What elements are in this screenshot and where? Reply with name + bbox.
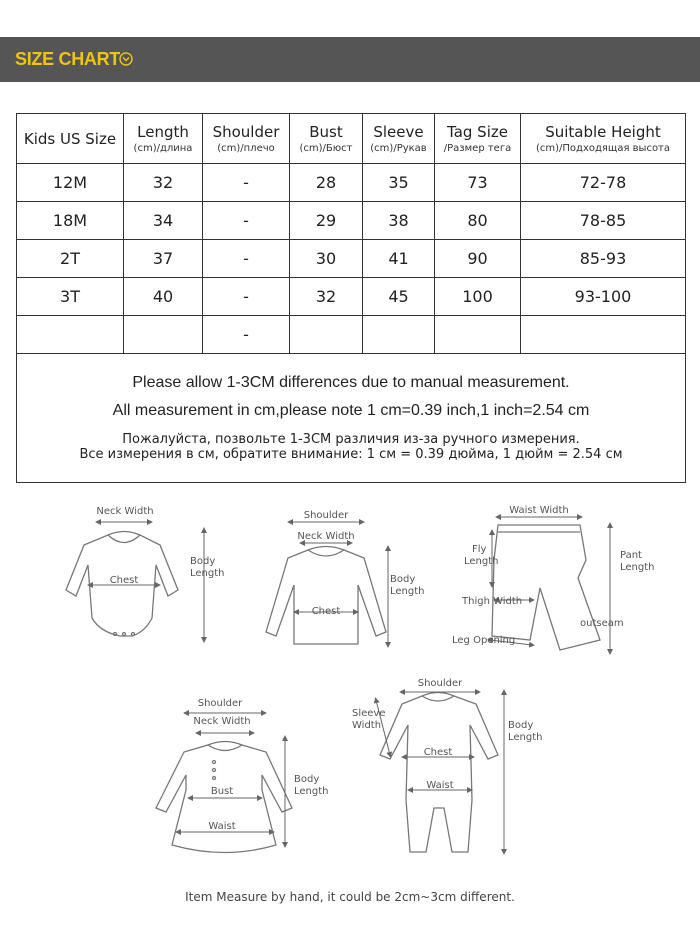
header-length: Length (cm)/длина bbox=[124, 114, 203, 164]
table-cell: 37 bbox=[124, 240, 203, 278]
chevron-circle-down-icon bbox=[119, 52, 133, 66]
pants-leg-opening-label: Leg Opening bbox=[452, 635, 516, 646]
pants-waist-width-label: Waist Width bbox=[509, 505, 569, 516]
table-cell bbox=[521, 316, 686, 354]
note-russian-manual: Пожалуйста, позвольте 1-3CM различия из-за ручного измерения. bbox=[122, 432, 580, 447]
romper-body-label: Body bbox=[508, 720, 534, 731]
pants-illustration bbox=[492, 525, 600, 650]
table-row bbox=[17, 316, 686, 354]
measure-disclaimer: Item Measure by hand, it could be 2cm~3cm different. bbox=[185, 890, 515, 904]
table-cell: - bbox=[203, 278, 290, 316]
table-row bbox=[17, 278, 686, 316]
note-russian-conversion: Все измерения в см, обратите внимание: 1 см = 0.39 дюйма, 1 дюйм = 2.54 см bbox=[79, 447, 623, 462]
table-cell: 73 bbox=[435, 164, 521, 202]
pants-pant-length-label: Length bbox=[620, 562, 655, 573]
romper-waist-label: Waist bbox=[426, 780, 454, 791]
banner-title: SIZE CHART bbox=[15, 49, 121, 69]
table-cell: 72-78 bbox=[521, 164, 686, 202]
pants-pant-label: Pant bbox=[620, 550, 642, 561]
table-cell bbox=[17, 316, 124, 354]
table-cell: 30 bbox=[290, 240, 363, 278]
shirt-neck-width-label: Neck Width bbox=[297, 531, 355, 542]
table-cell: - bbox=[203, 316, 290, 354]
shirt-shoulder-label: Shoulder bbox=[303, 510, 349, 521]
size-chart-banner bbox=[0, 37, 700, 82]
romper-chest-label: Chest bbox=[423, 747, 453, 758]
bodysuit-chest-label: Chest bbox=[109, 575, 139, 586]
pants-fly-label: Fly bbox=[472, 544, 487, 555]
table-cell: 18M bbox=[17, 202, 124, 240]
table-cell: 100 bbox=[435, 278, 521, 316]
table-cell: 28 bbox=[290, 164, 363, 202]
size-table bbox=[16, 113, 686, 483]
notes-cell bbox=[17, 354, 686, 483]
note-conversion: All measurement in cm,please note 1 cm=0.39 inch,1 inch=2.54 cm bbox=[112, 402, 590, 419]
table-cell: 78-85 bbox=[521, 202, 686, 240]
bodysuit-body-label: Body bbox=[190, 556, 216, 567]
table-cell: 3T bbox=[17, 278, 124, 316]
table-row bbox=[17, 202, 686, 240]
romper-illustration bbox=[380, 693, 498, 853]
table-cell: 40 bbox=[124, 278, 203, 316]
table-cell: 32 bbox=[290, 278, 363, 316]
table-cell: 45 bbox=[363, 278, 435, 316]
shirt-illustration bbox=[266, 547, 386, 645]
bodysuit-neck-width-label: Neck Width bbox=[96, 506, 154, 517]
table-cell: 32 bbox=[124, 164, 203, 202]
dress-shoulder-label: Shoulder bbox=[197, 698, 243, 709]
table-cell: 34 bbox=[124, 202, 203, 240]
notes-row bbox=[17, 354, 686, 483]
table-cell: 85-93 bbox=[521, 240, 686, 278]
header-bust: Bust (cm)/Бюст bbox=[290, 114, 363, 164]
dress-illustration bbox=[156, 742, 292, 853]
romper-sleeve-label: Sleeve bbox=[352, 708, 386, 719]
header-tag-size: Tag Size /Размер тега bbox=[435, 114, 521, 164]
table-row bbox=[17, 240, 686, 278]
table-cell: 12M bbox=[17, 164, 124, 202]
table-cell: - bbox=[203, 240, 290, 278]
shirt-chest-label: Chest bbox=[311, 606, 341, 617]
table-cell: 35 bbox=[363, 164, 435, 202]
table-cell bbox=[290, 316, 363, 354]
romper-length-label: Length bbox=[508, 732, 543, 743]
dress-bust-label: Bust bbox=[210, 786, 234, 797]
romper-sleeve-width-label: Width bbox=[352, 720, 382, 731]
dress-body-label: Body bbox=[294, 774, 320, 785]
pants-thigh-width-label: Thigh Width bbox=[462, 596, 523, 607]
header-sleeve: Sleeve (cm)/Рукав bbox=[363, 114, 435, 164]
pants-outseam-label: outseam bbox=[580, 618, 624, 629]
dress-length-label: Length bbox=[294, 786, 329, 797]
header-kids-us-size: Kids US Size bbox=[17, 114, 124, 164]
table-cell: 90 bbox=[435, 240, 521, 278]
table-cell: 41 bbox=[363, 240, 435, 278]
bodysuit-length-label: Length bbox=[190, 568, 225, 579]
romper-shoulder-label: Shoulder bbox=[417, 678, 463, 689]
dress-waist-label: Waist bbox=[208, 821, 236, 832]
dress-neck-width-label: Neck Width bbox=[193, 716, 251, 727]
table-cell bbox=[435, 316, 521, 354]
note-manual-measurement: Please allow 1-3CM differences due to manual measurement. bbox=[132, 374, 570, 391]
shirt-length-label: Length bbox=[390, 586, 425, 597]
table-cell: 29 bbox=[290, 202, 363, 240]
table-cell: 80 bbox=[435, 202, 521, 240]
table-cell: 2T bbox=[17, 240, 124, 278]
table-cell: - bbox=[203, 202, 290, 240]
table-cell: 38 bbox=[363, 202, 435, 240]
table-header-row bbox=[17, 114, 686, 164]
pants-fly-length-label: Length bbox=[464, 556, 499, 567]
header-suitable-height: Suitable Height (cm)/Подходящая высота bbox=[521, 114, 686, 164]
table-row bbox=[17, 164, 686, 202]
header-shoulder: Shoulder (cm)/плечо bbox=[203, 114, 290, 164]
table-cell: 93-100 bbox=[521, 278, 686, 316]
table-cell bbox=[363, 316, 435, 354]
table-cell: - bbox=[203, 164, 290, 202]
measurement-diagrams bbox=[0, 490, 700, 890]
table-cell bbox=[124, 316, 203, 354]
shirt-body-label: Body bbox=[390, 574, 416, 585]
